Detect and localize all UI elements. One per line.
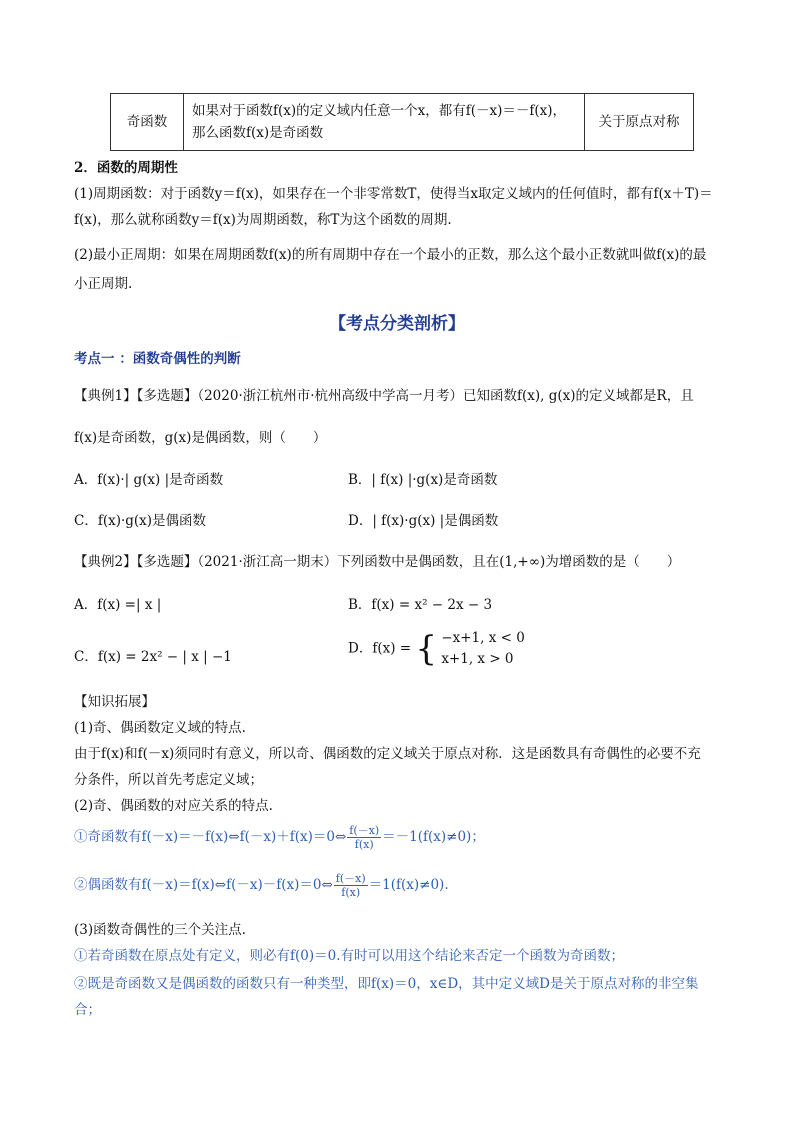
piecewise-cases <box>441 628 525 670</box>
odd-function-relation <box>74 824 485 851</box>
definition-line-1: 如果对于函数f(x)的定义域内任意一个x，都有f(－x)＝－f(x)， <box>192 103 567 119</box>
even-fraction-numerator: f(－x) <box>335 872 366 885</box>
section-banner: 【考点分类剖析】 <box>329 314 465 334</box>
table-row <box>111 94 694 151</box>
odd-fraction-numerator: f(－x) <box>349 824 380 837</box>
definition-table <box>110 93 694 151</box>
even-function-relation <box>74 872 449 899</box>
min-period-line-2: 小正周期. <box>74 276 133 292</box>
symmetry-label: 关于原点对称 <box>598 114 680 130</box>
knowledge-note-2-line-2: 合； <box>74 1002 101 1018</box>
table-cell-definition <box>184 94 585 151</box>
odd-function-label: 奇函数 <box>126 114 168 130</box>
example1-option-a: A．f(x)·| g(x) |是奇函数 <box>74 472 224 488</box>
example2-stem: 【典例2】【多选题】（2021·浙江高一期末）下列函数中是偶函数，且在(1,+∞)为增函数的是（ ） <box>74 554 681 570</box>
topic-heading: 考点一 ：函数奇偶性的判断 <box>74 351 241 367</box>
odd-fraction-denominator: f(x) <box>354 838 374 851</box>
example2-option-d <box>348 628 525 670</box>
example2-option-a: A．f(x) =| x | <box>74 597 162 613</box>
section-heading-periodicity: 2．函数的周期性 <box>74 160 178 176</box>
example1-option-d: D．| f(x)·g(x) |是偶函数 <box>348 513 499 529</box>
odd-relation-prefix: ①奇函数有f(－x)＝－f(x)⇔f(－x)＋f(x)＝0⇔ <box>74 829 347 845</box>
odd-fraction <box>347 824 381 851</box>
knowledge-point-1-body-line-2: 分条件，所以首先考虑定义域； <box>74 772 263 788</box>
knowledge-note-2-line-1: ②既是奇函数又是偶函数的函数只有一种类型，即f(x)＝0，x∈D，其中定义域D是关于原点对称的非空集 <box>74 976 699 992</box>
example2-option-c: C．f(x) = 2x² − | x | −1 <box>74 649 232 665</box>
example2-option-b: B．f(x) = x² − 2x − 3 <box>348 597 493 613</box>
definition-line-2: 那么函数f(x)是奇函数 <box>192 125 324 141</box>
even-fraction-denominator: f(x) <box>341 886 361 899</box>
knowledge-point-1-body-line-1: 由于f(x)和f(－x)须同时有意义，所以奇、偶函数的定义域关于原点对称．这是函数具有奇偶性的必要不充 <box>74 746 701 762</box>
knowledge-title: 【知识拓展】 <box>74 694 155 710</box>
piecewise-case-1: −x+1, x < 0 <box>441 630 525 646</box>
table-cell-name <box>111 94 184 151</box>
periodic-def-line-1: (1)周期函数：对于函数y＝f(x)，如果存在一个非零常数T，使得当x取定义域内的任何值时，都有f(x＋T)＝ <box>74 186 713 202</box>
min-period-line-1: (2)最小正周期：如果在周期函数f(x)的所有周期中存在一个最小的正数，那么这个最小正数就叫做f(x)的最 <box>74 247 707 263</box>
knowledge-note-1: ①若奇函数在原点处有定义，则必有f(0)＝0.有时可以用这个结论来否定一个函数为奇函数； <box>74 948 624 964</box>
piecewise-brace: { <box>415 629 438 669</box>
odd-relation-suffix: ＝－1(f(x)≠0)； <box>382 829 485 845</box>
example1-option-b: B．| f(x) |·g(x)是奇函数 <box>348 472 498 488</box>
even-fraction <box>334 872 368 899</box>
knowledge-point-3: (3)函数奇偶性的三个关注点. <box>74 922 246 938</box>
even-relation-prefix: ②偶函数有f(－x)＝f(x)⇔f(－x)－f(x)＝0⇔ <box>74 877 333 893</box>
piecewise-case-2: x+1, x > 0 <box>441 651 514 667</box>
periodic-def-line-2: f(x)，那么就称函数y＝f(x)为周期函数，称T为这个函数的周期. <box>74 212 452 228</box>
table-cell-symmetry <box>585 94 694 151</box>
option-d-prefix: D．f(x) = <box>348 640 412 657</box>
example1-stem-line-2: f(x)是奇函数，g(x)是偶函数，则（ ） <box>74 430 327 446</box>
knowledge-point-2: (2)奇、偶函数的对应关系的特点. <box>74 798 273 814</box>
example1-stem-line-1: 【典例1】【多选题】（2020·浙江杭州市·杭州高级中学高一月考）已知函数f(x), g(x)的定义域都是R，且 <box>74 388 694 404</box>
knowledge-point-1: (1)奇、偶函数定义域的特点. <box>74 720 246 736</box>
example1-option-c: C．f(x)·g(x)是偶函数 <box>74 513 207 529</box>
even-relation-suffix: ＝1(f(x)≠0). <box>368 877 449 893</box>
